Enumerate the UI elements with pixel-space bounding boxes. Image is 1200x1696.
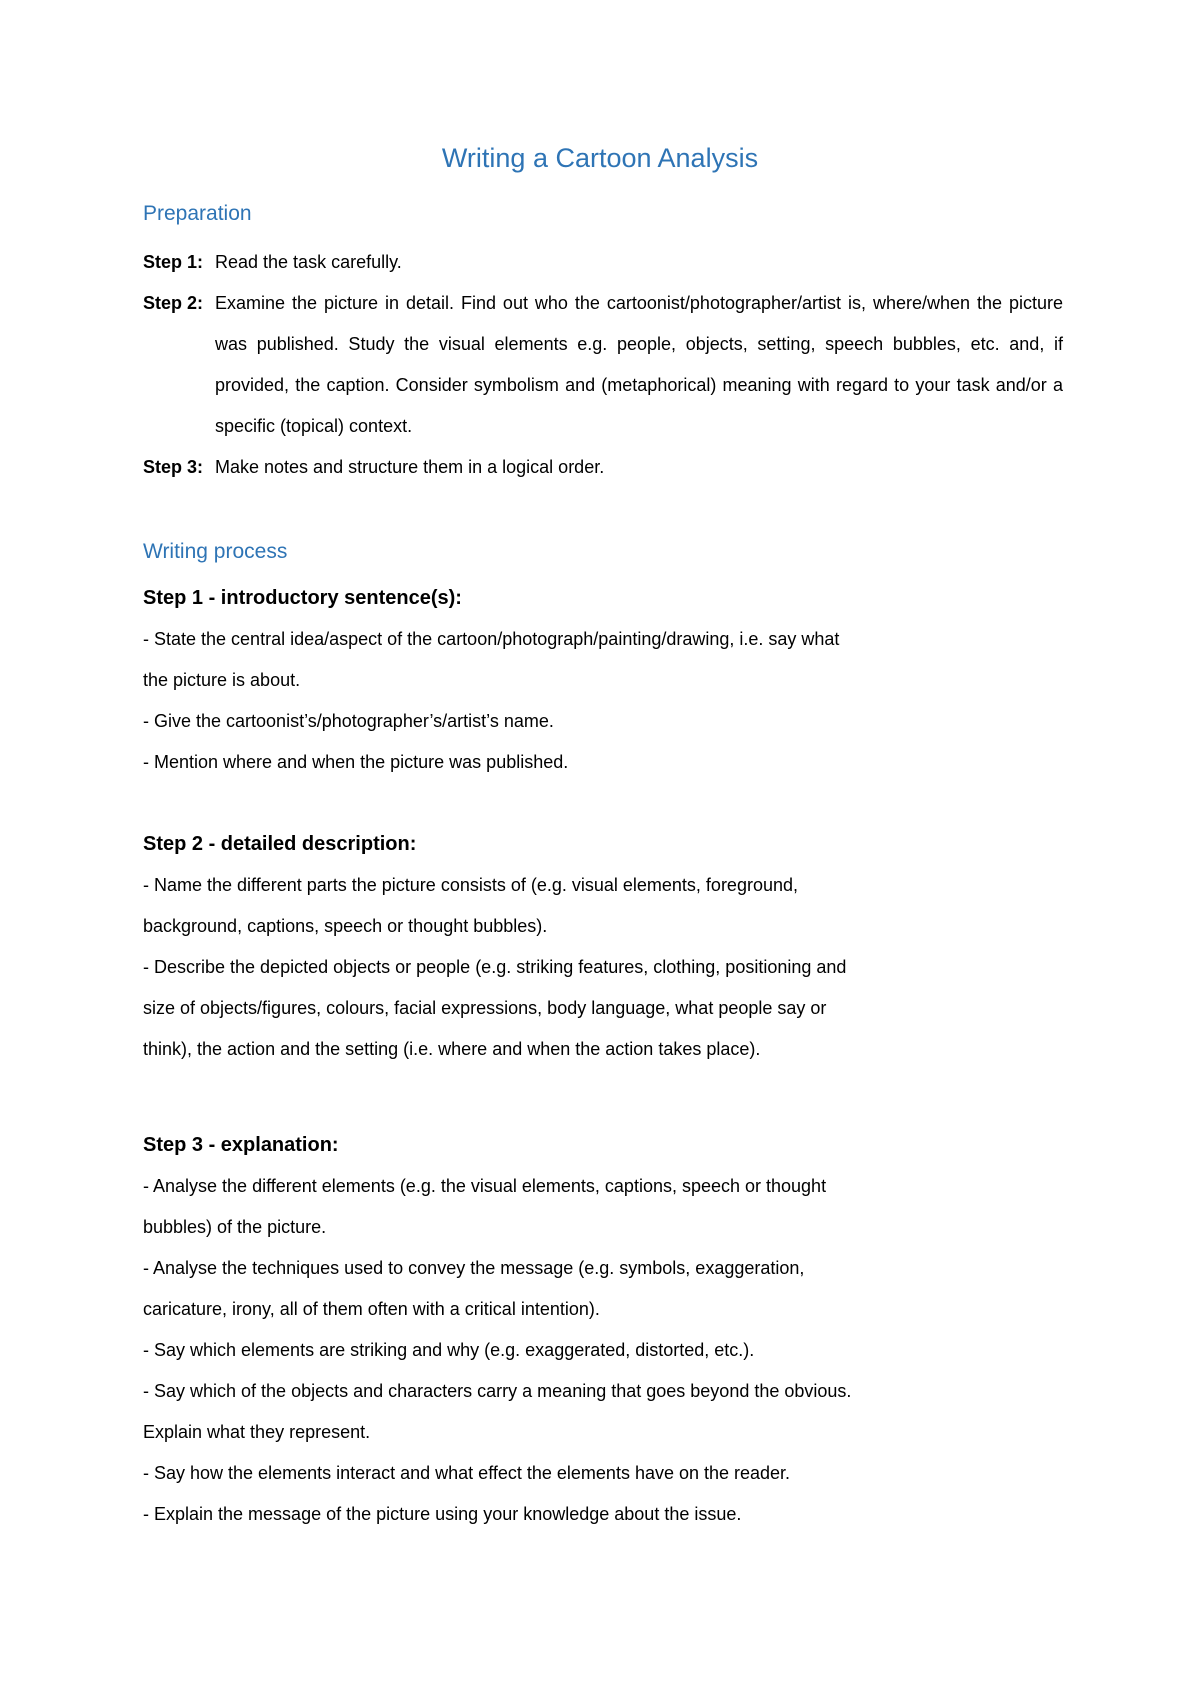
step-3-line: - Analyse the different elements (e.g. the visual elements, captions, speech or thought <box>143 1176 827 1196</box>
preparation-step-2 <box>143 283 1063 447</box>
step-1-line: the picture is about. <box>143 670 301 690</box>
step-text: Examine the picture in detail. Find out who the cartoonist/photographer/artist is, where/when the picture was published. Study the visual elements e.g. people, objects, setting, speech bubbles, etc. and, if provided, the caption. Consider symbolism and (metaphorical) meaning with regard to your task and/or a specific (topical) context. <box>215 293 1063 436</box>
step-2-line: - Name the different parts the picture consists of (e.g. visual elements, foreground, <box>143 875 798 895</box>
document-title: Writing a Cartoon Analysis <box>441 143 759 173</box>
step-3-line: bubbles) of the picture. <box>143 1217 327 1237</box>
preparation-heading: Preparation <box>143 202 252 225</box>
step-3-line: caricature, irony, all of them often with a critical intention). <box>143 1299 600 1319</box>
step-2-line: size of objects/figures, colours, facial expressions, body language, what people say or <box>143 998 827 1018</box>
step-3-heading: Step 3 - explanation: <box>143 1134 339 1156</box>
preparation-step-1 <box>143 242 1063 283</box>
step-3-line: - Explain the message of the picture using your knowledge about the issue. <box>143 1504 742 1524</box>
writing-process-heading: Writing process <box>143 540 288 563</box>
preparation-step-3 <box>143 447 1063 488</box>
step-1-heading: Step 1 - introductory sentence(s): <box>143 587 462 609</box>
step-3-line: - Say which of the objects and characters carry a meaning that goes beyond the obvious. <box>143 1381 852 1401</box>
step-2-line: - Describe the depicted objects or people (e.g. striking features, clothing, positioning and <box>143 957 847 977</box>
step-1-line: - Give the cartoonist’s/photographer’s/artist’s name. <box>143 711 554 731</box>
step-text: Make notes and structure them in a logical order. <box>215 457 605 477</box>
step-2-line: background, captions, speech or thought bubbles). <box>143 916 548 936</box>
step-3-line: - Analyse the techniques used to convey the message (e.g. symbols, exaggeration, <box>143 1258 805 1278</box>
step-3-line: Explain what they represent. <box>143 1422 371 1442</box>
step-1-line: - State the central idea/aspect of the cartoon/photograph/painting/drawing, i.e. say what <box>143 629 840 649</box>
step-3-line: - Say which elements are striking and why (e.g. exaggerated, distorted, etc.). <box>143 1340 755 1360</box>
step-label: Step 1: <box>143 252 204 272</box>
step-label: Step 2: <box>143 293 204 313</box>
step-2-line: think), the action and the setting (i.e. where and when the action takes place). <box>143 1039 761 1059</box>
step-3-line: - Say how the elements interact and what effect the elements have on the reader. <box>143 1463 791 1483</box>
step-label: Step 3: <box>143 457 204 477</box>
step-text: Read the task carefully. <box>215 252 402 272</box>
step-1-line: - Mention where and when the picture was published. <box>143 752 569 772</box>
step-2-heading: Step 2 - detailed description: <box>143 833 417 855</box>
